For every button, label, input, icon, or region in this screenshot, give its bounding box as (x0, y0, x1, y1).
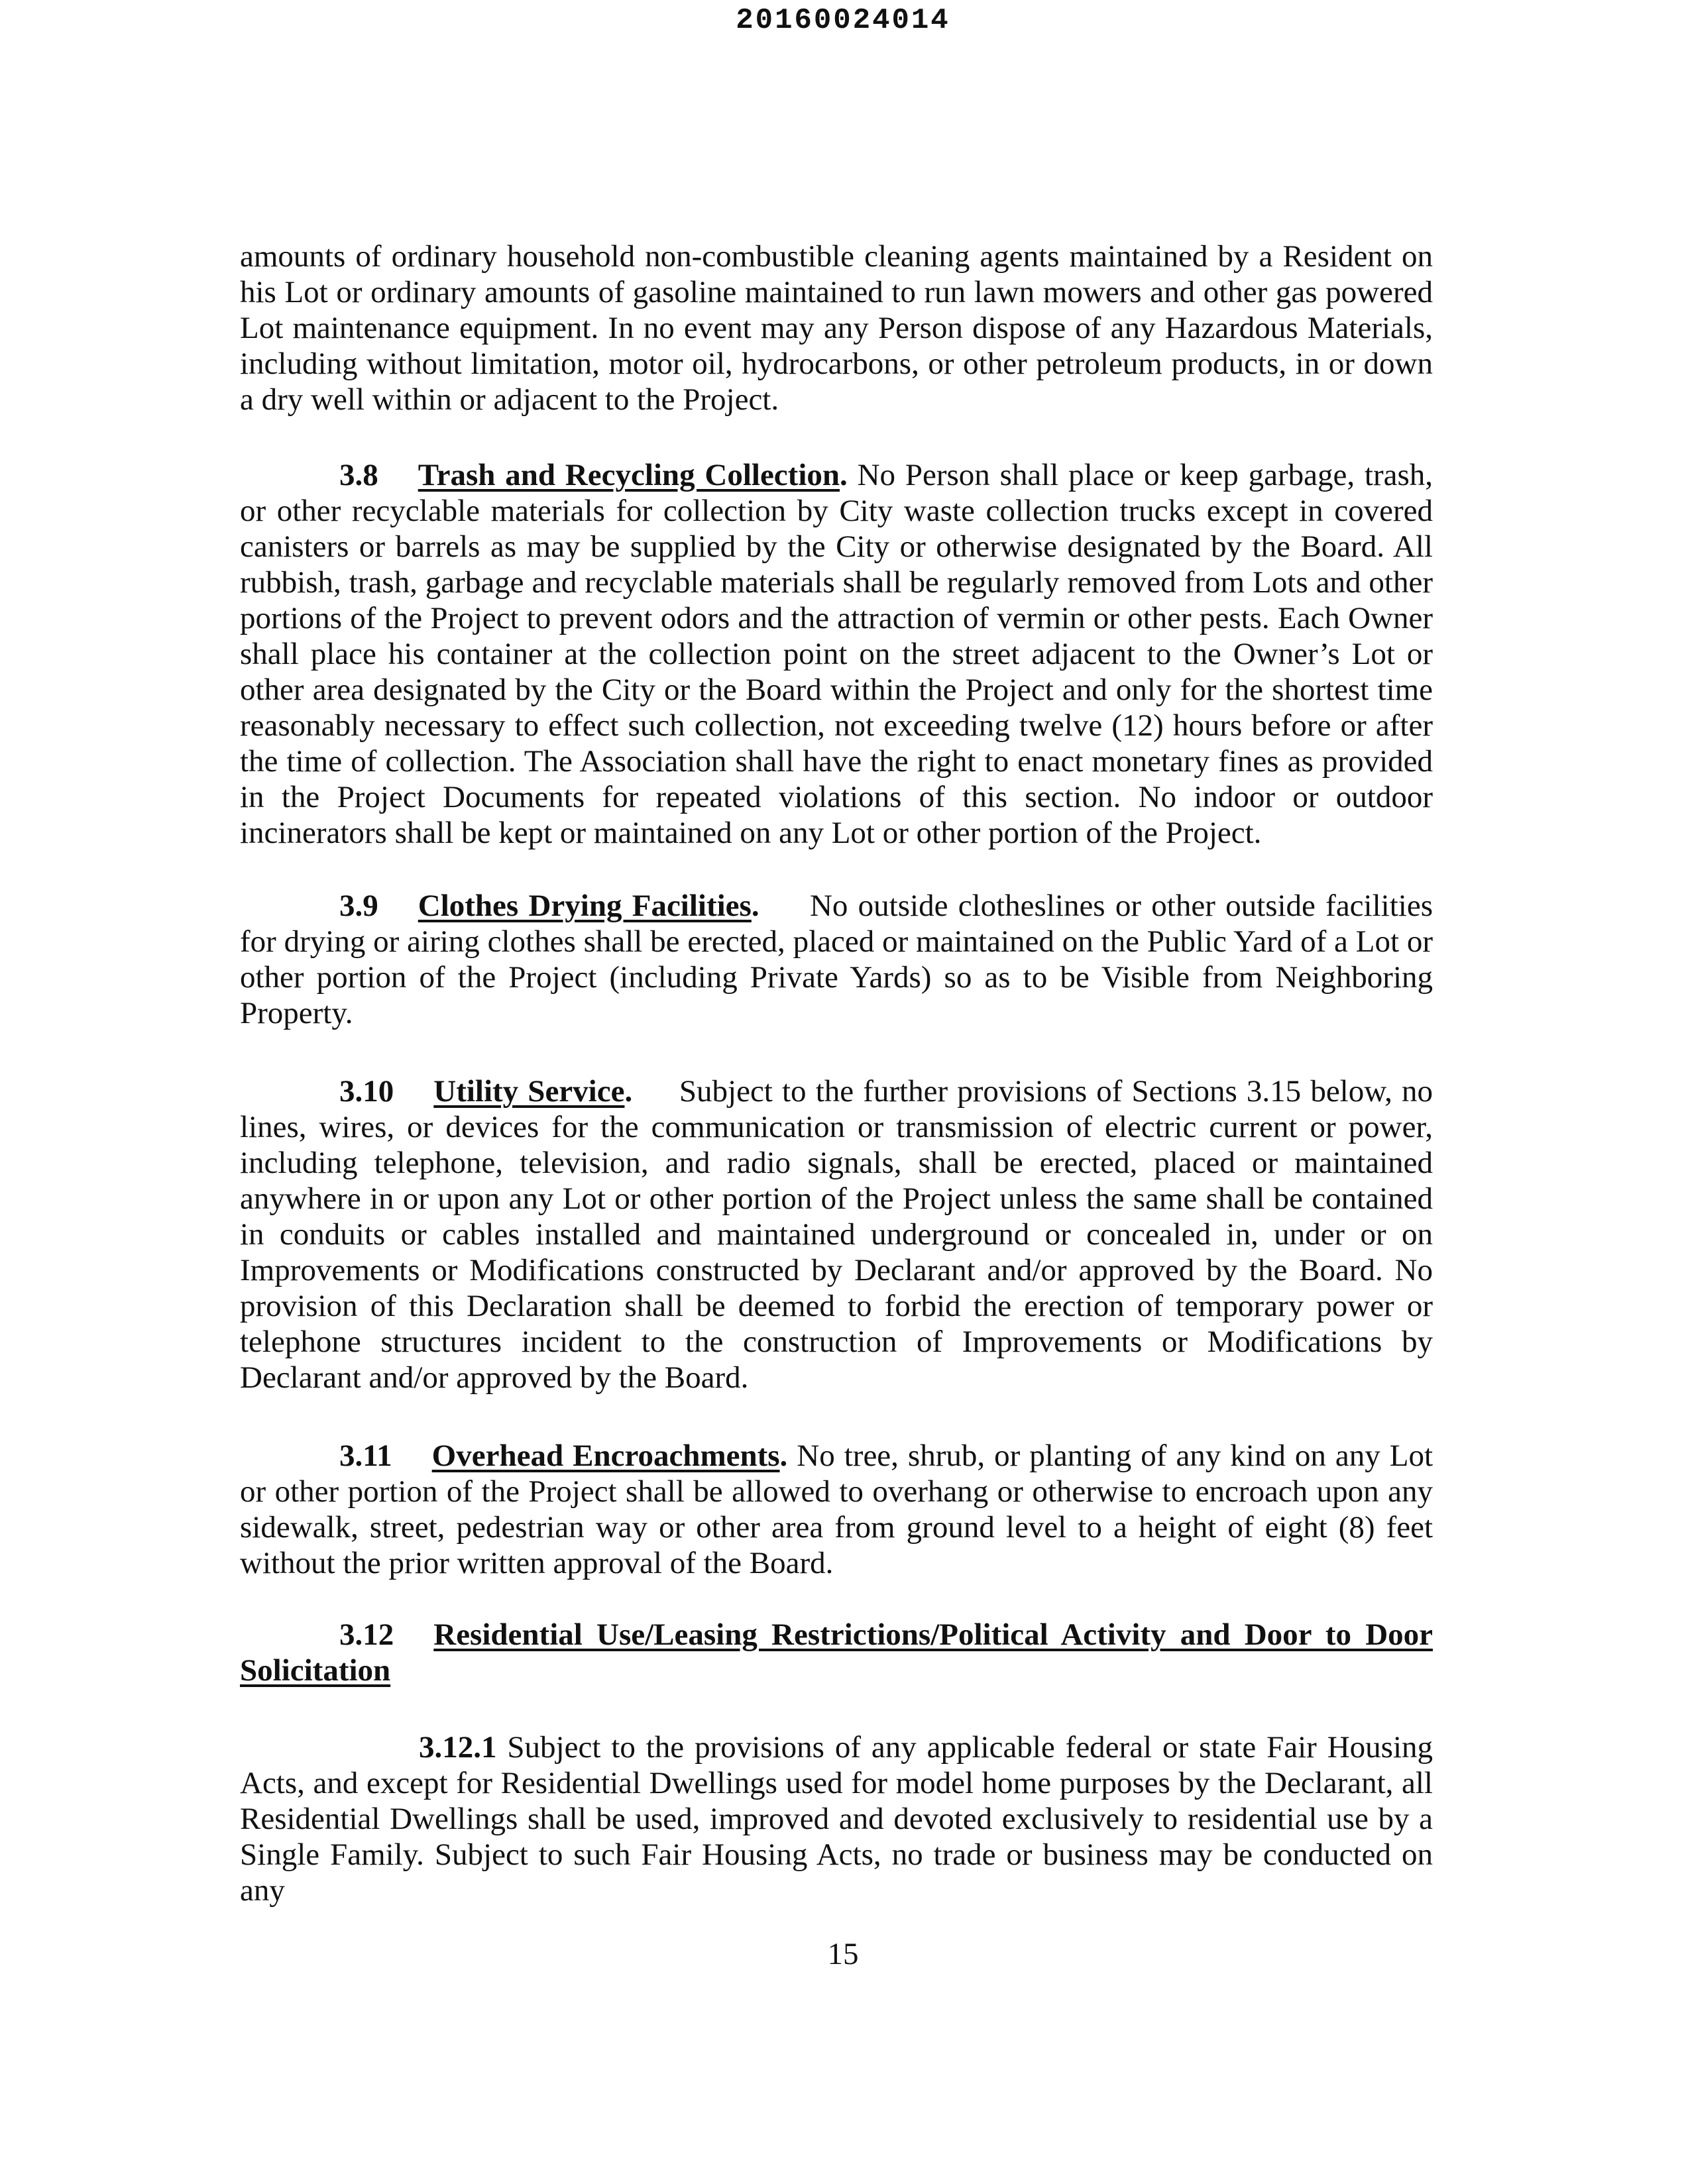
section-3-11-text: No tree, shrub, or planting of any kind on any Lot or other portion of the Project shall be allowed to overhang or otherwise to encroach upon any sidewalk, street, pedestrian way or other area from ground level to a height of eight (8) feet without the prior written approval of the Board. (240, 1439, 1433, 1580)
section-3-8-text: No Person shall place or keep garbage, trash, or other recyclable materials for collection by City waste collection trucks except in covered canisters or barrels as may be supplied by the City or otherwise designated by the Board. All rubbish, trash, garbage and recyclable materials shall be regularly removed from Lots and other portions of the Project to prevent odors and the attraction of vermin or other pests. Each Owner shall place his container at the collection point on the street adjacent to the Owner’s Lot or other area designated by the City or the Board within the Project and only for the shortest time reasonably necessary to effect such collection, not exceeding twelve (12) hours before or after the time of collection. The Association shall have the right to enact monetary fines as provided in the Project Documents for repeated violations of this section. No indoor or outdoor incinerators shall be kept or maintained on any Lot or other portion of the Project. (240, 458, 1433, 850)
section-3-8-paragraph: 3.8 Trash and Recycling Collection. No Person shall place or keep garbage, trash, or other recyclable materials for collection by City waste collection trucks except in covered canisters or barrels as may be supplied by the City or otherwise designated by the Board. All rubbish, trash, garbage and recyclable materials shall be regularly removed from Lots and other portions of the Project to prevent odors and the attraction of vermin or other pests. Each Owner shall place his container at the collection point on the street adjacent to the Owner’s Lot or other area designated by the City or the Board within the Project and only for the shortest time reasonably necessary to effect such collection, not exceeding twelve (12) hours before or after the time of collection. The Association shall have the right to enact monetary fines as provided in the Project Documents for repeated violations of this section. No indoor or outdoor incinerators shall be kept or maintained on any Lot or other portion of the Project. (240, 458, 1433, 850)
section-3-11-number: 3.11 (339, 1439, 392, 1473)
section-3-8-heading: Trash and Recycling Collection (418, 458, 840, 492)
section-3-9-text: No outside clotheslines or other outside facilities for drying or airing clothes shall be erected, placed or maintained on the Public Yard of a Lot or other portion of the Project (including Private Yards) so as to be Visible from Neighboring Property. (240, 889, 1433, 1030)
section-3-12-number: 3.12 (339, 1617, 394, 1652)
section-3-9-paragraph: 3.9 Clothes Drying Facilities. No outside clotheslines or other outside facilities for drying or airing clothes shall be erected, placed or maintained on the Public Yard of a Lot or other portion of the Project (including Private Yards) so as to be Visible from Neighboring Property. (240, 889, 1433, 1030)
section-3-12-1-text: Subject to the provisions of any applicable federal or state Fair Housing Acts, and except for Residential Dwellings used for model home purposes by the Declarant, all Residential Dwellings shall be used, improved and devoted exclusively to residential use by a Single Family. Subject to such Fair Housing Acts, no trade or business may be conducted on any (240, 1730, 1433, 1908)
section-3-12-heading: Residential Use/Leasing Restrictions/Political Activity and Door to Door Solicitation (240, 1617, 1433, 1688)
section-3-12-paragraph (240, 1617, 1433, 1688)
section-3-10-number: 3.10 (339, 1074, 394, 1109)
section-3-8-number: 3.8 (339, 458, 378, 492)
document-number: 20160024014 (736, 4, 950, 37)
section-3-10-paragraph: 3.10 Utility Service. Subject to the further provisions of Sections 3.15 below, no lines, wires, or devices for the communication or transmission of electric current or power, including telephone, television, and radio signals, shall be erected, placed or maintained anywhere in or upon any Lot or other portion of the Project unless the same shall be contained in conduits or cables installed and maintained underground or concealed in, under or on Improvements or Modifications constructed by Declarant and/or approved by the Board. No provision of this Declaration shall be deemed to forbid the erection of temporary power or telephone structures incident to the construction of Improvements or Modifications by Declarant and/or approved by the Board. (240, 1074, 1433, 1395)
section-3-11-heading: Overhead Encroachments (431, 1439, 780, 1473)
section-3-9-number: 3.9 (339, 889, 378, 923)
section-3-10-text: Subject to the further provisions of Sections 3.15 below, no lines, wires, or devices for the communication or transmission of electric current or power, including telephone, television, and radio signals, shall be erected, placed or maintained anywhere in or upon any Lot or other portion of the Project unless the same shall be contained in conduits or cables installed and maintained underground or concealed in, under or on Improvements or Modifications constructed by Declarant and/or approved by the Board. No provision of this Declaration shall be deemed to forbid the erection of temporary power or telephone structures incident to the construction of Improvements or Modifications by Declarant and/or approved by the Board. (240, 1074, 1433, 1395)
section-3-12-1-paragraph (240, 1729, 1433, 1908)
section-3-11-paragraph: 3.11 Overhead Encroachments. No tree, shrub, or planting of any kind on any Lot or other portion of the Project shall be allowed to overhang or otherwise to encroach upon any sidewalk, street, pedestrian way or other area from ground level to a height of eight (8) feet without the prior written approval of the Board. (240, 1439, 1433, 1580)
section-3-10-heading: Utility Service (433, 1074, 625, 1109)
page-number: 15 (827, 1937, 859, 1971)
section-3-9-heading: Clothes Drying Facilities (418, 889, 752, 923)
continuation-paragraph: amounts of ordinary household non-combustible cleaning agents maintained by a Resident on his Lot or ordinary amounts of gasoline maintained to run lawn mowers and other gas powered Lot maintenance equipment. In no event may any Person dispose of any Hazardous Materials, including without limitation, motor oil, hydrocarbons, or other petroleum products, in or down a dry well within or adjacent to the Project. (240, 239, 1433, 417)
section-3-12-1-number: 3.12.1 (419, 1730, 497, 1765)
